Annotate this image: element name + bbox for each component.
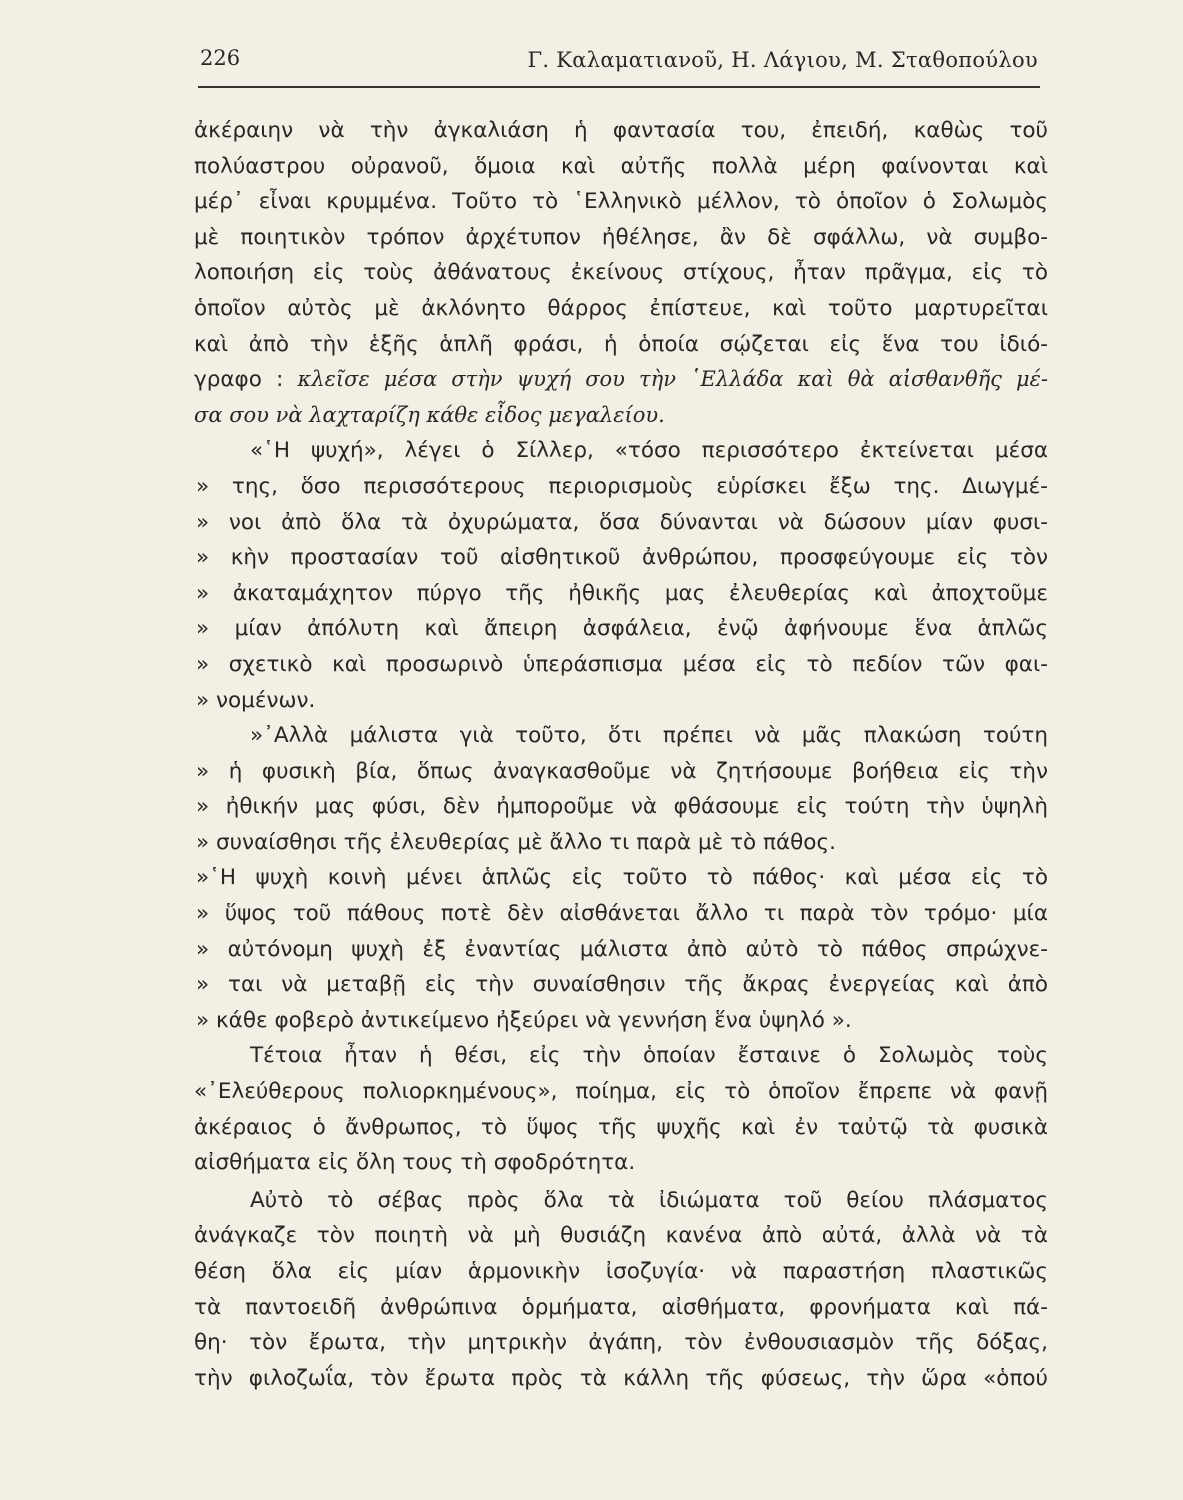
text-line: τὰ παντοειδῆ ἀνθρώπινα ὁρμήματα, αἰσθήματα, φρονήματα καὶ πά- bbox=[194, 1294, 1048, 1320]
text-line: » μίαν ἀπόλυτη καὶ ἄπειρη ἀσφάλεια, ἐνῷ ἀφήνουμε ἕνα ἁπλῶς bbox=[196, 616, 1048, 642]
text-line: «῾Η ψυχή», λέγει ὁ Σίλλερ, «τόσο περισσότερο ἐκτείνεται μέσα bbox=[250, 438, 1048, 464]
text-line: » νομένων. bbox=[196, 687, 316, 713]
text-line: θέση ὅλα εἰς μίαν ἁρμονικὴν ἰσοζυγία· νὰ παραστήση πλαστικῶς bbox=[194, 1259, 1048, 1284]
text-line bbox=[194, 362, 1048, 398]
text-line: καὶ ἀπὸ τὴν ἑξῆς ἁπλῆ φράσι, ἡ ὁποία σῴζεται εἰς ἕνα του ἰδιό- bbox=[194, 331, 1048, 357]
text-line: » της, ὅσο περισσότερους περιορισμοὺς εὑρίσκει ἔξω της. Διωγμέ- bbox=[196, 473, 1048, 499]
text-line: » ἀκαταμάχητον πύργο τῆς ἠθικῆς μας ἐλευθερίας καὶ ἀποχτοῦμε bbox=[196, 580, 1048, 606]
text-line: » συναίσθησι τῆς ἐλευθερίας μὲ ἄλλο τι παρὰ μὲ τὸ πάθος. bbox=[196, 829, 836, 855]
text-line: πολύαστρου οὐρανοῦ, ὅμοια καὶ αὐτῆς πολλὰ μέρη φαίνονται καὶ bbox=[194, 153, 1048, 179]
page-number: 226 bbox=[200, 46, 241, 70]
text-line: » κάθε φοβερὸ ἀντικείμενο ἠξεύρει νὰ γεννήση ἕνα ὑψηλό ». bbox=[196, 1007, 852, 1033]
text-line: » αὐτόνομη ψυχὴ ἐξ ἐναντίας μάλιστα ἀπὸ αὐτὸ τὸ πάθος σπρώχνε- bbox=[196, 936, 1048, 962]
text-line: » ὕψος τοῦ πάθους ποτὲ δὲν αἰσθάνεται ἄλλο τι παρὰ τὸν τρόμο· μία bbox=[196, 901, 1048, 927]
text-line: » νοι ἀπὸ ὅλα τὰ ὀχυρώματα, ὅσα δύνανται νὰ δώσουν μίαν φυσι- bbox=[196, 509, 1048, 535]
text-line: μὲ ποιητικὸν τρόπον ἀρχέτυπον ἠθέλησε, ἂν δὲ σφάλλω, νὰ συμβο- bbox=[194, 224, 1048, 250]
text-line: ἀκέραιην νὰ τὴν ἀγκαλιάση ἡ φαντασία του, ἐπειδή, καθὼς τοῦ bbox=[194, 118, 1048, 143]
text-line: τὴν φιλοζωΐα, τὸν ἔρωτα πρὸς τὰ κάλλη τῆς φύσεως, τὴν ὥρα «ὁπού bbox=[194, 1365, 1048, 1391]
header-authors: Γ. Καλαματιανοῦ, Η. Λάγιου, Μ. Σταθοπούλου bbox=[527, 48, 1038, 72]
body-text bbox=[194, 113, 1048, 1396]
text-fragment: γραφο : bbox=[194, 367, 298, 393]
text-line: ἀνάγκαζε τὸν ποιητὴ νὰ μὴ θυσιάζη κανένα ἀπὸ αὐτά, ἀλλὰ νὰ τὰ bbox=[194, 1223, 1048, 1249]
italic-quote: κλεῖσε μέσα στὴν ψυχή σου τὴν ῾Ελλάδα καὶ θὰ αἰσθανθῆς μέ- bbox=[297, 367, 1048, 392]
text-line: Τέτοια ἦταν ἡ θέσι, εἰς τὴν ὁποίαν ἔσταινε ὁ Σολωμὸς τοὺς bbox=[250, 1043, 1048, 1069]
text-line: ὁποῖον αὐτὸς μὲ ἀκλόνητο θάρρος ἐπίστευε, καὶ τοῦτο μαρτυρεῖται bbox=[194, 295, 1048, 321]
text-line: »῾Η ψυχὴ κοινὴ μένει ἁπλῶς εἰς τοῦτο τὸ πάθος· καὶ μέσα εἰς τὸ bbox=[196, 865, 1048, 891]
text-line: ἀκέραιος ὁ ἄνθρωπος, τὸ ὕψος τῆς ψυχῆς καὶ ἐν ταὐτῷ τὰ φυσικὰ bbox=[194, 1114, 1048, 1140]
text-line: μέρ᾽ εἶναι κρυμμένα. Τοῦτο τὸ ῾Ελληνικὸ μέλλον, τὸ ὁποῖον ὁ Σολωμὸς bbox=[194, 189, 1048, 215]
text-line: θη· τὸν ἔρωτα, τὴν μητρικὴν ἀγάπη, τὸν ἐνθουσιασμὸν τῆς δόξας, bbox=[194, 1330, 1048, 1356]
text-line: »᾽Αλλὰ μάλιστα γιὰ τοῦτο, ὅτι πρέπει νὰ μᾶς πλακώση τούτη bbox=[250, 723, 1048, 749]
running-head bbox=[198, 44, 1038, 74]
text-line: » σχετικὸ καὶ προσωρινὸ ὑπεράσπισμα μέσα εἰς τὸ πεδίον τῶν φαι- bbox=[196, 651, 1048, 677]
italic-quote: σα σου νὰ λαχταρίζη κάθε εἶδος μεγαλείου. bbox=[194, 402, 665, 427]
text-line: » ται νὰ μεταβῇ εἰς τὴν συναίσθησιν τῆς ἄκρας ἐνεργείας καὶ ἀπὸ bbox=[196, 972, 1048, 998]
text-line: «᾽Ελεύθερους πολιορκημένους», ποίημα, εἰς τὸ ὁποῖον ἔπρεπε νὰ φανῇ bbox=[194, 1079, 1048, 1105]
header-rule bbox=[198, 86, 1040, 88]
text-line: » κὴν προστασίαν τοῦ αἰσθητικοῦ ἀνθρώπου, προσφεύγουμε εἰς τὸν bbox=[196, 545, 1048, 571]
text-line: » ἡ φυσικὴ βία, ὅπως ἀναγκασθοῦμε νὰ ζητήσουμε βοήθεια εἰς τὴν bbox=[196, 758, 1048, 784]
text-line: αἰσθήματα εἰς ὅλη τους τὴ σφοδρότητα. bbox=[194, 1150, 636, 1176]
text-line: λοποιήση εἰς τοὺς ἀθάνατους ἐκείνους στίχους, ἦταν πρᾶγμα, εἰς τὸ bbox=[194, 260, 1048, 286]
text-line: » ἠθικήν μας φύσι, δὲν ἠμποροῦμε νὰ φθάσουμε εἰς τούτη τὴν ὑψηλὴ bbox=[196, 794, 1048, 820]
text-line: Αὐτὸ τὸ σέβας πρὸς ὅλα τὰ ἰδιώματα τοῦ θείου πλάσματος bbox=[250, 1187, 1048, 1213]
